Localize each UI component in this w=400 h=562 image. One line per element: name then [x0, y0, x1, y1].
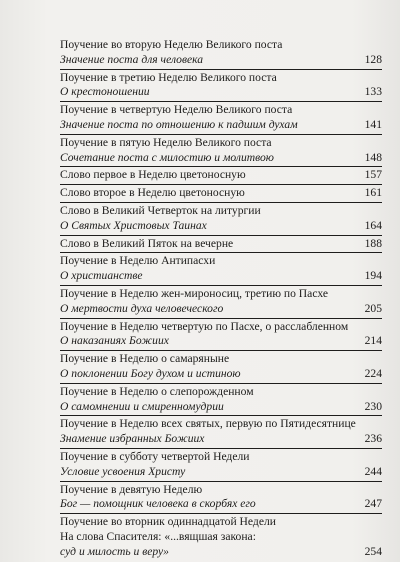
toc-page-number: 141 [364, 117, 382, 131]
toc-entry [60, 415, 382, 447]
toc-entry-title: Слово первое в Неделю цветоносную 157 [60, 168, 382, 182]
toc-entry [60, 318, 382, 350]
toc-page-number: 133 [364, 85, 382, 99]
toc-entry-subtitle: Значение поста для человека 128 [60, 52, 382, 66]
toc-entry [60, 166, 382, 183]
toc-entry-title: Поучение во вторую Неделю Великого поста [60, 38, 283, 51]
toc-entry [60, 513, 382, 559]
toc-entry [60, 202, 382, 234]
toc-page-number: 164 [364, 218, 382, 232]
toc-entry-title: Поучение в третию Неделю Великого поста [60, 70, 277, 84]
toc-entry-title: Поучение в Неделю четвертую по Пасхе, о расслабленном [60, 319, 349, 333]
toc-entry [60, 38, 382, 68]
toc-entry [60, 350, 382, 382]
toc-entry-title: Поучение в пятую Неделю Великого поста [60, 135, 272, 149]
toc-entry-title: Поучение в Неделю о самаряныне [60, 352, 230, 366]
toc-entry [60, 285, 382, 317]
toc-page-number: 236 [364, 432, 382, 446]
toc-entry-subtitle: Условие усвоения Христу 244 [60, 464, 382, 478]
toc-entry-title: Поучение в Неделю о слепорожденном [60, 384, 254, 398]
toc-entry [60, 235, 382, 252]
toc-entry-title: Поучение во вторник одиннадцатой Недели [60, 515, 276, 529]
toc-page-number: 224 [364, 366, 382, 380]
toc-entry-subtitle: суд и милость и веру» 254 [60, 544, 382, 558]
toc-entry-subtitle: Знамение избранных Божиих 236 [60, 432, 382, 446]
toc-entry-title: Слово в Великий Четверток на литургии [60, 203, 261, 217]
toc-page-number: 128 [364, 52, 382, 66]
toc-page-number: 244 [364, 464, 382, 478]
toc-entry-subtitle: О самомнении и смиренномудрии 230 [60, 399, 382, 413]
toc-entry-title: Поучение в субботу четвертой Недели [60, 449, 250, 463]
toc-page-number: 230 [364, 399, 382, 413]
toc-entry-subtitle: О поклонении Богу духом и истиною 224 [60, 366, 382, 380]
toc-page-number: 254 [364, 544, 382, 558]
toc-entry [60, 481, 382, 513]
toc-entry-subtitle: Сочетание поста с милостию и молитвою 148 [60, 150, 382, 164]
toc-page-number: 247 [364, 497, 382, 511]
toc-entry-title: На слова Спасителя: «...вящшая закона: [60, 529, 256, 543]
toc-entry-subtitle: О мертвости духа человеческого 205 [60, 301, 382, 315]
toc-entry-title: Поучение в четвертую Неделю Великого поста [60, 103, 293, 117]
table-of-contents [60, 38, 382, 560]
toc-entry-subtitle: О крестоношении 133 [60, 85, 382, 99]
toc-entry [60, 383, 382, 415]
toc-entry-title: Слово в Великий Пяток на вечерне 188 [60, 236, 382, 250]
toc-entry-subtitle: Бог — помощник человека в скорбях его 247 [60, 497, 382, 511]
toc-entry [60, 69, 382, 101]
toc-entry-subtitle: Значение поста по отношению к падшим духам 141 [60, 117, 382, 131]
toc-page-number: 205 [364, 301, 382, 315]
toc-entry [60, 252, 382, 284]
toc-entry-title: Поучение в Неделю жен-мироносиц, третию по Пасхе [60, 286, 328, 300]
toc-entry-title: Поучение в Неделю Антипасхи [60, 254, 216, 268]
toc-entry-subtitle: О христианстве 194 [60, 269, 382, 283]
toc-page-number: 161 [364, 186, 382, 200]
toc-entry-title: Слово второе в Неделю цветоносную 161 [60, 186, 382, 200]
toc-entry [60, 134, 382, 166]
toc-entry-title: Поучение в Неделю всех святых, первую по Пятидесятнице [60, 417, 356, 431]
toc-page-number: 148 [364, 150, 382, 164]
toc-entry-subtitle: О Святых Христовых Таинах 164 [60, 218, 382, 232]
toc-entry [60, 448, 382, 480]
toc-page-number: 157 [364, 168, 382, 182]
toc-page-number: 214 [364, 334, 382, 348]
toc-entry-subtitle: О наказаниях Божиих 214 [60, 334, 382, 348]
toc-entry [60, 101, 382, 133]
toc-entry [60, 184, 382, 201]
toc-page-number: 194 [364, 269, 382, 283]
toc-page-number: 188 [364, 236, 382, 250]
toc-entry-title: Поучение в девятую Неделю [60, 482, 203, 496]
